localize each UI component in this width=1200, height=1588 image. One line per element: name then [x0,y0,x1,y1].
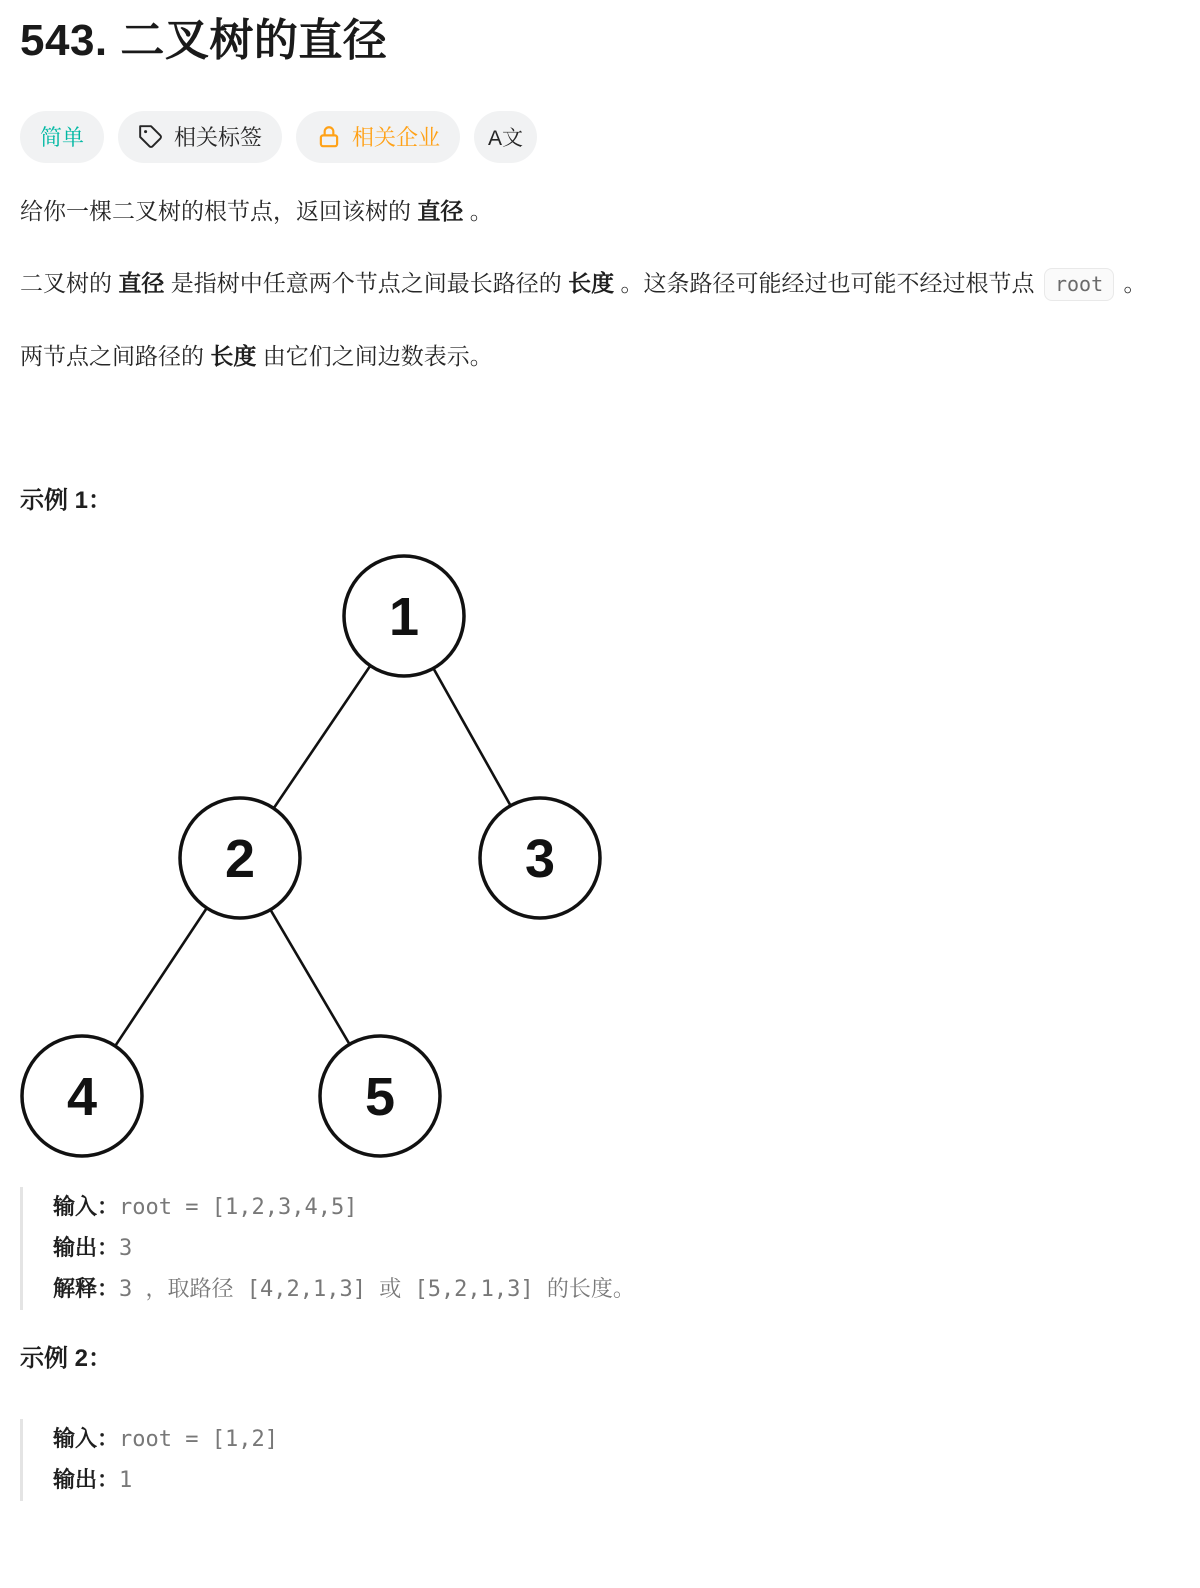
example-output-line [53,1228,1178,1269]
translate-icon: A文 [488,126,524,150]
related-tags-button[interactable] [118,111,282,163]
input-value: root = [1,2,3,4,5] [119,1194,358,1220]
related-companies-button[interactable] [296,111,460,163]
input-label: 输入： [53,1193,120,1219]
lock-icon [316,124,342,150]
svg-text:2: 2 [224,828,256,889]
text-segment: 。 [463,197,493,224]
example-1-heading: 示例 1： [20,486,113,514]
text-segment: 给你一棵二叉树的根节点，返回该树的 [20,197,418,224]
binary-tree-diagram [20,552,605,1160]
related-companies-label: 相关企业 [352,125,441,151]
tree-edges [82,616,540,1096]
badge-row [20,111,1178,163]
tree-node-1 [344,556,464,676]
text-segment: 由它们之间边数表示。 [256,342,493,369]
example-2-block [20,1419,1178,1501]
problem-title: 543. 二叉树的直径 [20,16,388,65]
description-paragraph-2 [20,265,1178,302]
explanation-value: 3 ，取路径 [4,2,1,3] 或 [5,2,1,3] 的长度。 [119,1276,635,1302]
tree-node-4 [22,1036,142,1156]
example-input-line [53,1187,1178,1228]
bold-term-diameter: 直径 [417,197,464,224]
tree-node-5 [320,1036,440,1156]
text-segment: 是指树中任意两个节点之间最长路径的 [164,269,569,296]
bold-term-length: 长度 [568,269,615,296]
related-tags-label: 相关标签 [174,125,263,151]
text-segment: 二叉树的 [20,269,119,296]
bold-term-length: 长度 [210,342,257,369]
description-paragraph-3 [20,338,1178,374]
svg-text:3: 3 [524,828,556,889]
bold-term-diameter: 直径 [118,269,165,296]
output-label: 输出： [53,1466,120,1492]
input-label: 输入： [53,1425,120,1451]
text-segment: 两节点之间路径的 [20,342,211,369]
example-output-line [53,1460,1178,1501]
inline-code-root: root [1044,268,1114,301]
tag-icon [138,124,164,150]
svg-text:4: 4 [66,1066,98,1127]
example-1-block [20,1187,1178,1310]
explanation-label: 解释： [53,1275,120,1301]
output-value: 1 [119,1467,133,1493]
text-segment: 。 [1117,269,1147,296]
output-label: 输出： [53,1234,120,1260]
svg-text:1: 1 [388,586,420,647]
example-input-line [53,1419,1178,1460]
tree-nodes [22,556,600,1156]
description-paragraph-1 [20,193,1178,229]
difficulty-badge: 简单 [20,111,104,163]
svg-text:5: 5 [364,1066,396,1127]
tree-node-3 [480,798,600,918]
translate-button[interactable] [474,111,537,163]
output-value: 3 [119,1235,133,1261]
input-value: root = [1,2] [119,1426,278,1452]
example-explanation-line [53,1269,1178,1310]
text-segment: 。这条路径可能经过也可能不经过根节点 [614,269,1041,296]
tree-node-2 [180,798,300,918]
example-2-heading: 示例 2： [20,1344,113,1372]
